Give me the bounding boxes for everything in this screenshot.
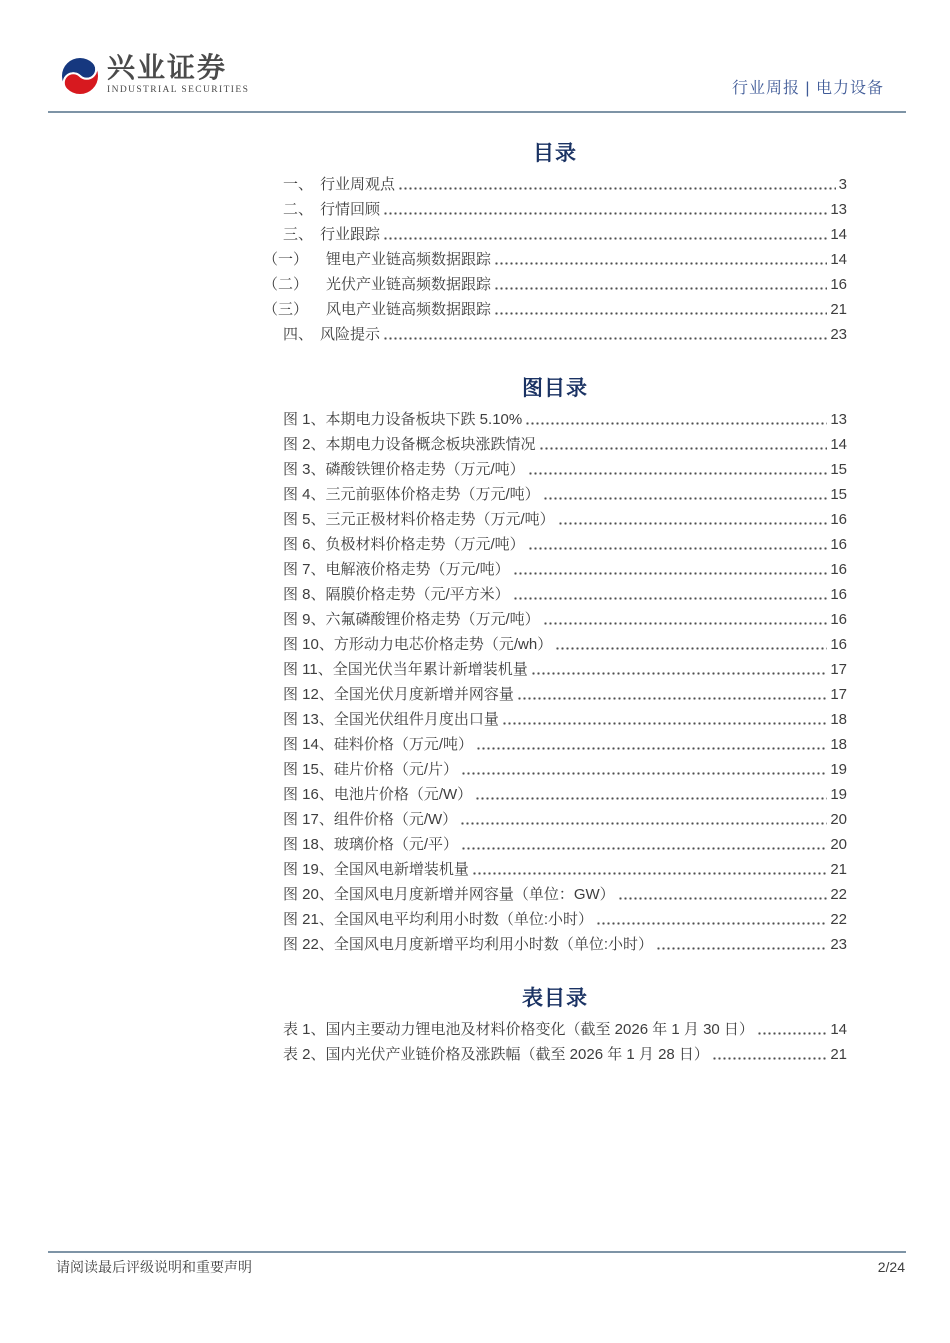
figure-entry-page: 19 xyxy=(830,761,847,778)
dot-leader xyxy=(543,496,828,501)
figure-entry-number: 图 16、 xyxy=(283,786,334,803)
footer-page-number: 2/24 xyxy=(877,1259,905,1275)
table-toc-title: 表目录 xyxy=(522,987,588,1010)
figure-entry-number: 图 22、 xyxy=(283,936,334,953)
figure-entry-number: 图 21、 xyxy=(283,911,334,928)
dot-leader xyxy=(383,211,827,216)
footer-divider xyxy=(48,1251,906,1253)
toc-entry[interactable] xyxy=(263,322,847,347)
toc-entry-label: 风电产业链高频数据跟踪 xyxy=(326,301,492,318)
table-entry-label: 国内光伏产业链价格及涨跌幅（截至 2026 年 1 月 28 日） xyxy=(325,1046,709,1063)
toc-list xyxy=(263,172,847,347)
table-toc-entry[interactable] xyxy=(263,1042,847,1067)
dot-leader xyxy=(712,1056,827,1061)
figure-entry-label: 六氟磷酸锂价格走势（万元/吨） xyxy=(325,611,540,628)
toc-title: 目录 xyxy=(533,142,577,165)
dot-leader xyxy=(398,186,836,191)
figure-entry-page: 16 xyxy=(830,511,847,528)
figure-entry-number: 图 19、 xyxy=(283,861,334,878)
figure-entry-label: 三元正极材料价格走势（万元/吨） xyxy=(325,511,555,528)
dot-leader xyxy=(494,311,827,316)
toc-entry-page: 14 xyxy=(830,226,847,243)
figure-entry-number: 图 3、 xyxy=(283,461,326,478)
dot-leader xyxy=(494,286,827,291)
table-entry-label: 国内主要动力锂电池及材料价格变化（截至 2026 年 1 月 30 日） xyxy=(325,1021,754,1038)
table-toc-list xyxy=(263,1017,847,1067)
figure-entry-number: 图 8、 xyxy=(283,586,326,603)
figure-toc-entry[interactable] xyxy=(263,807,847,832)
figure-entry-page: 22 xyxy=(830,886,847,903)
figure-toc-entry[interactable] xyxy=(263,682,847,707)
figure-entry-page: 20 xyxy=(830,811,847,828)
figure-entry-page: 23 xyxy=(830,936,847,953)
figure-entry-page: 20 xyxy=(830,836,847,853)
figure-entry-number: 图 2、 xyxy=(283,436,326,453)
dot-leader xyxy=(528,471,828,476)
dot-leader xyxy=(596,921,827,926)
figure-entry-number: 图 6、 xyxy=(283,536,326,553)
figure-entry-label: 硅片价格（元/片） xyxy=(333,761,459,778)
figure-entry-number: 图 5、 xyxy=(283,511,326,528)
figure-entry-page: 21 xyxy=(830,861,847,878)
dot-leader xyxy=(475,796,827,801)
toc-entry-number: （一） xyxy=(263,251,309,268)
figure-toc-entry[interactable] xyxy=(263,832,847,857)
figure-toc-entry[interactable] xyxy=(263,532,847,557)
figure-toc-entry[interactable] xyxy=(263,632,847,657)
figure-toc-entry[interactable] xyxy=(263,507,847,532)
figure-toc-entry[interactable] xyxy=(263,707,847,732)
dot-leader xyxy=(472,871,827,876)
figure-entry-number: 图 10、 xyxy=(283,636,334,653)
brand-name-cn: 兴业证券 xyxy=(107,53,228,84)
toc-entry-number: （三） xyxy=(263,301,309,318)
figure-entry-number: 图 13、 xyxy=(283,711,334,728)
figure-toc-entry[interactable] xyxy=(263,732,847,757)
figure-entry-label: 本期电力设备板块下跌 5.10% xyxy=(325,411,523,428)
dot-leader xyxy=(460,821,827,826)
table-entry-number: 表 1、 xyxy=(283,1021,326,1038)
table-entry-page: 21 xyxy=(830,1046,847,1063)
table-toc-entry[interactable] xyxy=(263,1017,847,1042)
figure-entry-page: 17 xyxy=(830,661,847,678)
figure-entry-label: 电解液价格走势（万元/吨） xyxy=(325,561,510,578)
figure-entry-number: 图 11、 xyxy=(283,661,333,678)
figure-entry-page: 15 xyxy=(830,486,847,503)
figure-toc-title: 图目录 xyxy=(522,377,588,400)
toc-entry-number: 三、 xyxy=(283,226,314,243)
toc-entry-number: （二） xyxy=(263,276,309,293)
brand-name-en: INDUSTRIAL SECURITIES xyxy=(107,85,250,95)
figure-toc-entry[interactable] xyxy=(263,857,847,882)
toc-entry[interactable] xyxy=(263,172,847,197)
figure-toc-entry[interactable] xyxy=(263,482,847,507)
dot-leader xyxy=(461,846,827,851)
toc-entry[interactable] xyxy=(263,272,847,297)
dot-leader xyxy=(476,746,827,751)
figure-entry-page: 13 xyxy=(830,411,847,428)
dot-leader xyxy=(543,621,828,626)
report-category-label: 行业周报 | 电力设备 xyxy=(731,80,884,97)
figure-toc-entry[interactable] xyxy=(263,907,847,932)
figure-entry-label: 玻璃价格（元/平） xyxy=(333,836,459,853)
figure-entry-page: 16 xyxy=(830,561,847,578)
figure-entry-number: 图 14、 xyxy=(283,736,334,753)
figure-entry-page: 15 xyxy=(830,461,847,478)
table-entry-page: 14 xyxy=(830,1021,847,1038)
brand-text xyxy=(107,54,249,96)
figure-toc-entry[interactable] xyxy=(263,582,847,607)
toc-entry-page: 14 xyxy=(830,251,847,268)
toc-entry-page: 3 xyxy=(838,176,847,193)
toc-entry-number: 二、 xyxy=(283,201,314,218)
dot-leader xyxy=(461,771,827,776)
toc-entry-number: 四、 xyxy=(283,326,314,343)
figure-entry-label: 全国光伏当年累计新增装机量 xyxy=(332,661,528,678)
figure-entry-page: 16 xyxy=(830,611,847,628)
figure-entry-number: 图 4、 xyxy=(283,486,326,503)
dot-leader xyxy=(525,421,827,426)
figure-entry-page: 16 xyxy=(830,586,847,603)
toc-entry-label: 行情回顾 xyxy=(320,201,381,218)
figure-entry-label: 全国风电月度新增平均利用小时数（单位:小时） xyxy=(333,936,654,953)
toc-entry-label: 行业跟踪 xyxy=(320,226,381,243)
dot-leader xyxy=(513,571,828,576)
toc-entry-page: 23 xyxy=(830,326,847,343)
figure-entry-number: 图 1、 xyxy=(283,411,326,428)
toc-entry-page: 21 xyxy=(830,301,847,318)
figure-toc-entry[interactable] xyxy=(263,757,847,782)
figure-entry-label: 本期电力设备概念板块涨跌情况 xyxy=(325,436,536,453)
toc-entry-page: 16 xyxy=(830,276,847,293)
figure-entry-label: 全国光伏组件月度出口量 xyxy=(333,711,499,728)
toc-entry-label: 风险提示 xyxy=(320,326,381,343)
figure-entry-number: 图 18、 xyxy=(283,836,334,853)
figure-entry-number: 图 12、 xyxy=(283,686,334,703)
dot-leader xyxy=(517,696,827,701)
figure-entry-label: 方形动力电芯价格走势（元/wh） xyxy=(333,636,553,653)
figure-entry-number: 图 20、 xyxy=(283,886,334,903)
figure-toc-entry[interactable] xyxy=(263,432,847,457)
figure-toc-entry[interactable] xyxy=(263,557,847,582)
dot-leader xyxy=(656,946,827,951)
logo-swirl-icon xyxy=(60,56,100,96)
toc-entry-label: 行业周观点 xyxy=(320,176,396,193)
table-entry-number: 表 2、 xyxy=(283,1046,326,1063)
figure-entry-page: 17 xyxy=(830,686,847,703)
dot-leader xyxy=(555,646,827,651)
figure-entry-number: 图 7、 xyxy=(283,561,326,578)
figure-toc-entry[interactable] xyxy=(263,407,847,432)
header-divider xyxy=(48,111,906,113)
figure-toc-entry[interactable] xyxy=(263,607,847,632)
figure-entry-label: 全国风电新增装机量 xyxy=(333,861,469,878)
figure-entry-label: 组件价格（元/W） xyxy=(333,811,458,828)
dot-leader xyxy=(531,671,828,676)
toc-entry[interactable] xyxy=(263,197,847,222)
figure-entry-label: 全国风电月度新增并网容量（单位：GW） xyxy=(333,886,615,903)
figure-entry-page: 18 xyxy=(830,711,847,728)
figure-toc-entry[interactable] xyxy=(263,932,847,957)
figure-entry-page: 16 xyxy=(830,536,847,553)
figure-entry-number: 图 9、 xyxy=(283,611,326,628)
figure-entry-label: 全国光伏月度新增并网容量 xyxy=(333,686,514,703)
dot-leader xyxy=(757,1031,827,1036)
figure-entry-label: 隔膜价格走势（元/平方米） xyxy=(325,586,510,603)
toc-entry[interactable] xyxy=(263,247,847,272)
footer-disclaimer: 请阅读最后评级说明和重要声明 xyxy=(56,1259,252,1275)
figure-toc-entry[interactable] xyxy=(263,882,847,907)
figure-entry-page: 18 xyxy=(830,736,847,753)
brand-logo xyxy=(60,54,249,96)
figure-toc-entry[interactable] xyxy=(263,657,847,682)
toc-entry-label: 光伏产业链高频数据跟踪 xyxy=(326,276,492,293)
figure-entry-page: 14 xyxy=(830,436,847,453)
figure-toc-entry[interactable] xyxy=(263,782,847,807)
figure-toc-entry[interactable] xyxy=(263,457,847,482)
toc-content xyxy=(263,140,847,1067)
toc-entry-page: 13 xyxy=(830,201,847,218)
figure-entry-label: 磷酸铁锂价格走势（万元/吨） xyxy=(325,461,525,478)
dot-leader xyxy=(502,721,827,726)
toc-entry[interactable] xyxy=(263,297,847,322)
dot-leader xyxy=(513,596,828,601)
figure-entry-page: 22 xyxy=(830,911,847,928)
toc-entry-label: 锂电产业链高频数据跟踪 xyxy=(326,251,492,268)
dot-leader xyxy=(383,236,827,241)
figure-entry-page: 19 xyxy=(830,786,847,803)
figure-entry-number: 图 15、 xyxy=(283,761,334,778)
dot-leader xyxy=(528,546,828,551)
figure-entry-label: 硅料价格（万元/吨） xyxy=(333,736,474,753)
figure-entry-label: 负极材料价格走势（万元/吨） xyxy=(325,536,525,553)
dot-leader xyxy=(383,336,827,341)
figure-entry-page: 16 xyxy=(830,636,847,653)
dot-leader xyxy=(558,521,828,526)
dot-leader xyxy=(494,261,827,266)
figure-entry-number: 图 17、 xyxy=(283,811,334,828)
toc-entry-number: 一、 xyxy=(283,176,314,193)
figure-entry-label: 电池片价格（元/W） xyxy=(333,786,473,803)
dot-leader xyxy=(539,446,828,451)
dot-leader xyxy=(618,896,828,901)
figure-toc-list xyxy=(263,407,847,957)
figure-entry-label: 三元前驱体价格走势（万元/吨） xyxy=(325,486,540,503)
figure-entry-label: 全国风电平均利用小时数（单位:小时） xyxy=(333,911,594,928)
toc-entry[interactable] xyxy=(263,222,847,247)
